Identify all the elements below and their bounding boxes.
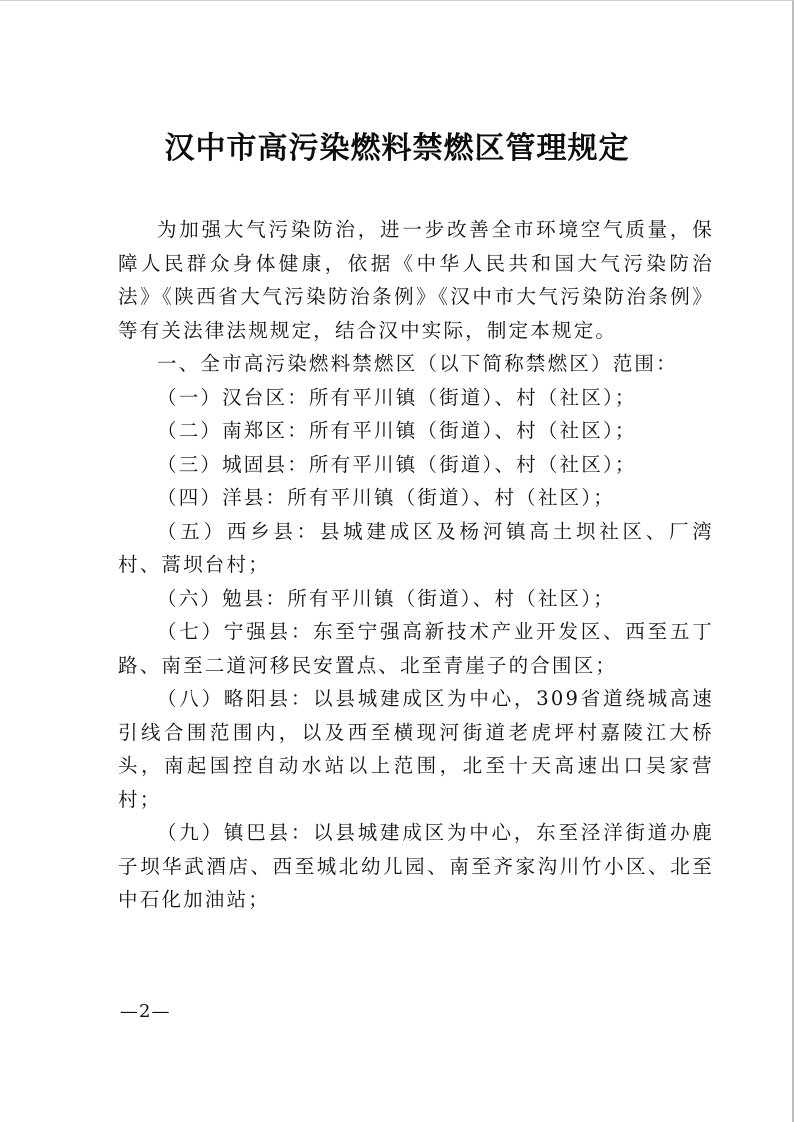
document-title: 汉中市高污染燃料禁燃区管理规定 <box>164 131 630 166</box>
paragraph-item-chenggu: （三）城固县：所有平川镇（街道）、村（社区）； <box>157 452 637 476</box>
paragraph-item-xixiang: （五）西乡县：县城建成区及杨河镇高土坝社区、厂湾村、蒿坝台村； <box>118 519 714 576</box>
page-number: —2— <box>120 1001 171 1022</box>
document-body <box>118 213 714 917</box>
paragraph-item-yangxian: （四）洋县：所有平川镇（街道）、村（社区）； <box>157 486 615 509</box>
paragraph-preamble: 为加强大气污染防治，进一步改善全市环境空气质量，保障人民群众身体健康，依据《中华人民共和国大气污染防治法》《陕西省大气污染防治条例》《汉中市大气污染防治条例》等有关法律法规规定，结合汉中实际，制定本规定。 <box>118 218 714 342</box>
paragraph-section-1-heading: 一、全市高污染燃料禁燃区（以下简称禁燃区）范围： <box>157 352 678 375</box>
paragraph-item-mianxian: （六）勉县：所有平川镇（街道）、村（社区）； <box>157 586 615 610</box>
paragraph-item-zhenba: （九）镇巴县：以县城建成区为中心，东至泾洋街道办鹿子坝华武酒店、西至城北幼儿园、南至齐家沟川竹小区、北至中石化加油站； <box>118 821 714 911</box>
paragraph-item-ningqiang: （七）宁强县：东至宁强高新技术产业开发区、西至五丁路、南至二道河移民安置点、北至青崖子的合围区； <box>118 620 714 677</box>
paragraph-item-lueyang: （八）略阳县：以县城建成区为中心，309省道绕城高速引线合围范围内，以及西至横现河街道老虎坪村嘉陵江大桥头，南起国控自动水站以上范围，北至十天高速出口吴家营村； <box>118 687 714 811</box>
paragraph-item-hantai: （一）汉台区：所有平川镇（街道）、村（社区）； <box>157 385 637 409</box>
paragraph-item-nanzheng: （二）南郑区：所有平川镇（街道）、村（社区）； <box>157 419 637 442</box>
